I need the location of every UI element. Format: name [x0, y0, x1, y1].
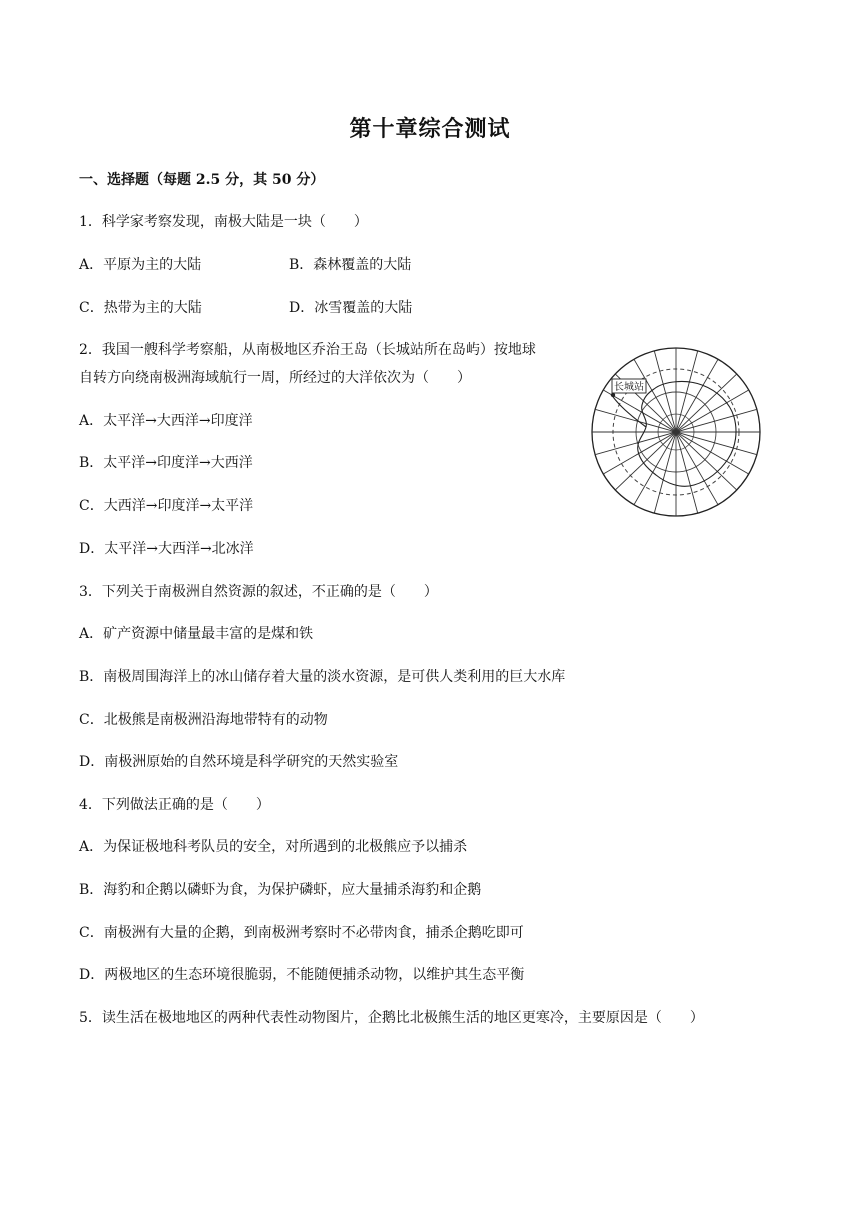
question-3-option-a[interactable]: A．矿产资源中储量最丰富的是煤和铁	[79, 626, 314, 642]
question-1-options-row-1	[79, 254, 479, 274]
question-1-options-row-2	[79, 297, 479, 317]
question-1-option-d[interactable]: D．冰雪覆盖的大陆	[289, 300, 413, 316]
question-4-option-a[interactable]: A．为保证极地科考队员的安全，对所遇到的北极熊应予以捕杀	[79, 839, 468, 855]
question-3-option-b[interactable]: B．南极周围海洋上的冰山储存着大量的淡水资源，是可供人类利用的巨大水库	[79, 669, 566, 685]
question-4-option-b[interactable]: B．海豹和企鹅以磷虾为食，为保护磷虾，应大量捕杀海豹和企鹅	[79, 882, 482, 898]
great-wall-station-marker	[611, 393, 615, 397]
question-3-option-d[interactable]: D．南极洲原始的自然环境是科学研究的天然实验室	[79, 754, 399, 770]
question-1-option-b[interactable]: B．森林覆盖的大陆	[289, 257, 412, 273]
question-3-option-c[interactable]: C．北极熊是南极洲沿海地带特有的动物	[79, 712, 328, 728]
question-2-option-c[interactable]: C．大西洋→印度洋→太平洋	[79, 498, 254, 514]
question-4-stem: 4．下列做法正确的是（ ）	[79, 797, 270, 813]
question-4-option-c[interactable]: C．南极洲有大量的企鹅，到南极洲考察时不必带肉食，捕杀企鹅吃即可	[79, 925, 524, 941]
section-heading: 一、选择题（每题 2.5 分，其 50 分）	[79, 172, 325, 188]
question-2-option-d[interactable]: D．太平洋→大西洋→北冰洋	[79, 541, 254, 557]
great-wall-station-label: 长城站	[614, 382, 644, 393]
question-2-option-b[interactable]: B．太平洋→印度洋→大西洋	[79, 455, 253, 471]
antarctica-polar-map	[590, 343, 762, 521]
question-2-stem-line-1: 2．我国一艘科学考察船，从南极地区乔治王岛（长城站所在岛屿）按地球	[79, 342, 536, 358]
question-1-option-a[interactable]: A．平原为主的大陆	[79, 257, 202, 273]
question-1-stem: 1．科学家考察发现，南极大陆是一块（ ）	[79, 214, 368, 230]
question-2-option-a[interactable]: A．太平洋→大西洋→印度洋	[79, 413, 253, 429]
question-4-option-d[interactable]: D．两极地区的生态环境很脆弱，不能随便捕杀动物，以维护其生态平衡	[79, 967, 525, 983]
question-2-stem-line-2: 自转方向绕南极洲海域航行一周，所经过的大洋依次为（ ）	[79, 370, 471, 386]
question-5-stem: 5．读生活在极地地区的两种代表性动物图片，企鹅比北极熊生活的地区更寒冷，主要原因是（ ）	[79, 1010, 704, 1026]
question-3-stem: 3．下列关于南极洲自然资源的叙述，不正确的是（ ）	[79, 584, 438, 600]
page-title: 第十章综合测试	[349, 116, 511, 142]
question-1-option-c[interactable]: C．热带为主的大陆	[79, 300, 202, 316]
